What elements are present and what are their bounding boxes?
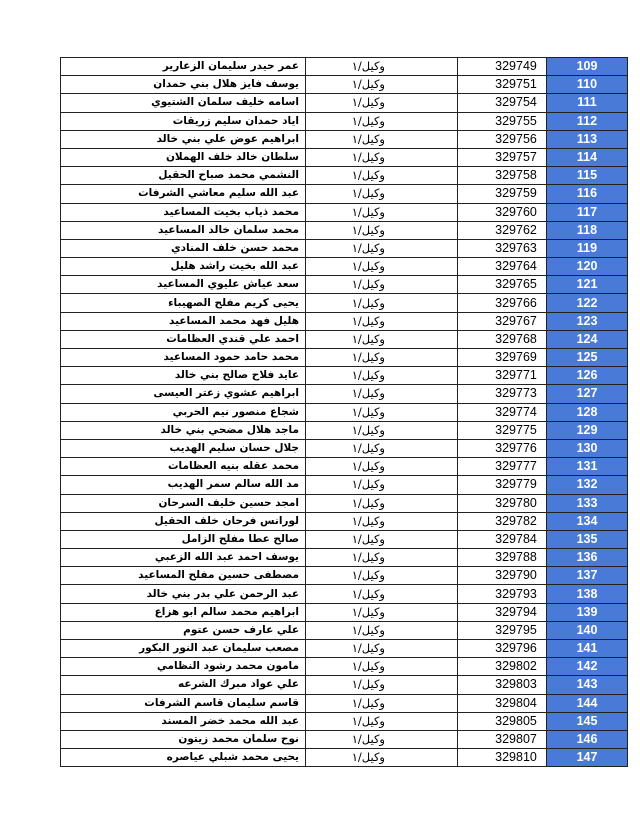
table-row [61, 403, 628, 421]
role-cell: وكيل/١ [306, 640, 458, 658]
table-row [61, 512, 628, 530]
role-cell: وكيل/١ [306, 221, 458, 239]
row-number-cell: 124 [547, 330, 628, 348]
employee-id-cell: 329763 [458, 239, 547, 257]
employee-id-cell: 329775 [458, 421, 547, 439]
person-name-cell: مامون محمد رشود النظامي [61, 658, 306, 676]
row-number-cell: 120 [547, 258, 628, 276]
employee-id-cell: 329768 [458, 330, 547, 348]
table-row [61, 312, 628, 330]
row-number-cell: 140 [547, 621, 628, 639]
person-name-cell: عبد الله سليم معاشي الشرفات [61, 185, 306, 203]
table-row [61, 749, 628, 767]
table-row [61, 658, 628, 676]
person-name-cell: مصطفى حسين مفلح المساعيد [61, 567, 306, 585]
employee-id-cell: 329790 [458, 567, 547, 585]
employee-id-cell: 329758 [458, 167, 547, 185]
role-cell: وكيل/١ [306, 512, 458, 530]
role-cell: وكيل/١ [306, 549, 458, 567]
employee-id-cell: 329765 [458, 276, 547, 294]
table-row [61, 585, 628, 603]
row-number-cell: 147 [547, 749, 628, 767]
table-row [61, 621, 628, 639]
role-cell: وكيل/١ [306, 330, 458, 348]
employee-id-cell: 329794 [458, 603, 547, 621]
employee-id-cell: 329767 [458, 312, 547, 330]
role-cell: وكيل/١ [306, 367, 458, 385]
role-cell: وكيل/١ [306, 312, 458, 330]
role-cell: وكيل/١ [306, 403, 458, 421]
row-number-cell: 146 [547, 730, 628, 748]
role-cell: وكيل/١ [306, 421, 458, 439]
employee-id-cell: 329769 [458, 349, 547, 367]
row-number-cell: 125 [547, 349, 628, 367]
row-number-cell: 144 [547, 694, 628, 712]
employee-id-cell: 329804 [458, 694, 547, 712]
employee-id-cell: 329774 [458, 403, 547, 421]
role-cell: وكيل/١ [306, 167, 458, 185]
employee-id-cell: 329766 [458, 294, 547, 312]
role-cell: وكيل/١ [306, 730, 458, 748]
table-row [61, 494, 628, 512]
employee-id-cell: 329788 [458, 549, 547, 567]
row-number-cell: 141 [547, 640, 628, 658]
role-cell: وكيل/١ [306, 130, 458, 148]
person-name-cell: علي عواد مبرك الشرعه [61, 676, 306, 694]
table-row [61, 112, 628, 130]
table-row [61, 276, 628, 294]
employee-id-cell: 329805 [458, 712, 547, 730]
role-cell: وكيل/١ [306, 76, 458, 94]
role-cell: وكيل/١ [306, 94, 458, 112]
role-cell: وكيل/١ [306, 294, 458, 312]
role-cell: وكيل/١ [306, 458, 458, 476]
table-row [61, 530, 628, 548]
person-name-cell: محمد ذياب بخيت المساعيد [61, 203, 306, 221]
role-cell: وكيل/١ [306, 148, 458, 166]
table-row [61, 603, 628, 621]
table-row [61, 258, 628, 276]
role-cell: وكيل/١ [306, 694, 458, 712]
employee-id-cell: 329755 [458, 112, 547, 130]
table-row [61, 694, 628, 712]
person-name-cell: محمد عقله بنيه العظامات [61, 458, 306, 476]
employee-id-cell: 329751 [458, 76, 547, 94]
person-name-cell: اسامه خليف سلمان الشتيوي [61, 94, 306, 112]
row-number-cell: 121 [547, 276, 628, 294]
row-number-cell: 118 [547, 221, 628, 239]
table-row [61, 167, 628, 185]
employee-id-cell: 329773 [458, 385, 547, 403]
role-cell: وكيل/١ [306, 676, 458, 694]
row-number-cell: 137 [547, 567, 628, 585]
row-number-cell: 135 [547, 530, 628, 548]
table-row [61, 676, 628, 694]
employee-id-cell: 329784 [458, 530, 547, 548]
person-name-cell: قاسم سليمان قاسم الشرفات [61, 694, 306, 712]
row-number-cell: 138 [547, 585, 628, 603]
employee-id-cell: 329796 [458, 640, 547, 658]
row-number-cell: 112 [547, 112, 628, 130]
role-cell: وكيل/١ [306, 530, 458, 548]
employee-id-cell: 329749 [458, 58, 547, 76]
role-cell: وكيل/١ [306, 439, 458, 457]
row-number-cell: 128 [547, 403, 628, 421]
person-name-cell: شجاع منصور نيم الحربي [61, 403, 306, 421]
row-number-cell: 109 [547, 58, 628, 76]
row-number-cell: 143 [547, 676, 628, 694]
person-name-cell: محمد حامد حمود المساعيد [61, 349, 306, 367]
row-number-cell: 139 [547, 603, 628, 621]
employee-id-cell: 329762 [458, 221, 547, 239]
employee-id-cell: 329779 [458, 476, 547, 494]
employee-id-cell: 329777 [458, 458, 547, 476]
role-cell: وكيل/١ [306, 185, 458, 203]
table-row [61, 640, 628, 658]
role-cell: وكيل/١ [306, 58, 458, 76]
table-row [61, 76, 628, 94]
table-row [61, 476, 628, 494]
role-cell: وكيل/١ [306, 658, 458, 676]
role-cell: وكيل/١ [306, 603, 458, 621]
role-cell: وكيل/١ [306, 349, 458, 367]
employee-id-cell: 329782 [458, 512, 547, 530]
employee-id-cell: 329764 [458, 258, 547, 276]
person-name-cell: عبد الله بخيت راشد هليل [61, 258, 306, 276]
person-name-cell: اياد حمدان سليم زريقات [61, 112, 306, 130]
role-cell: وكيل/١ [306, 621, 458, 639]
row-number-cell: 126 [547, 367, 628, 385]
table-row [61, 421, 628, 439]
employee-id-cell: 329793 [458, 585, 547, 603]
role-cell: وكيل/١ [306, 567, 458, 585]
person-name-cell: جلال حسان سليم الهديب [61, 439, 306, 457]
employee-id-cell: 329757 [458, 148, 547, 166]
person-name-cell: يوسف احمد عبد الله الزعبي [61, 549, 306, 567]
role-cell: وكيل/١ [306, 112, 458, 130]
role-cell: وكيل/١ [306, 585, 458, 603]
row-number-cell: 133 [547, 494, 628, 512]
role-cell: وكيل/١ [306, 476, 458, 494]
person-name-cell: عمر حيدر سليمان الزعارير [61, 58, 306, 76]
row-number-cell: 116 [547, 185, 628, 203]
employee-id-cell: 329802 [458, 658, 547, 676]
role-cell: وكيل/١ [306, 276, 458, 294]
table-row [61, 239, 628, 257]
person-name-cell: ماجد هلال مضحي بني خالد [61, 421, 306, 439]
roster-table [60, 57, 628, 767]
row-number-cell: 110 [547, 76, 628, 94]
person-name-cell: ابراهيم عشوي زعتر العيسى [61, 385, 306, 403]
person-name-cell: ابراهيم محمد سالم ابو هزاع [61, 603, 306, 621]
person-name-cell: ابراهيم عوض علي بني خالد [61, 130, 306, 148]
table-row [61, 567, 628, 585]
roster-sheet [60, 57, 628, 767]
role-cell: وكيل/١ [306, 712, 458, 730]
employee-id-cell: 329776 [458, 439, 547, 457]
employee-id-cell: 329795 [458, 621, 547, 639]
table-row [61, 439, 628, 457]
table-row [61, 349, 628, 367]
table-row [61, 185, 628, 203]
row-number-cell: 122 [547, 294, 628, 312]
row-number-cell: 113 [547, 130, 628, 148]
person-name-cell: مد الله سالم سمر الهديب [61, 476, 306, 494]
row-number-cell: 132 [547, 476, 628, 494]
role-cell: وكيل/١ [306, 749, 458, 767]
person-name-cell: عبد الرحمن علي بدر بني خالد [61, 585, 306, 603]
table-row [61, 385, 628, 403]
table-row [61, 203, 628, 221]
person-name-cell: هليل فهد محمد المساعيد [61, 312, 306, 330]
roster-table-body [61, 58, 628, 767]
person-name-cell: يحيى محمد شبلي عياصره [61, 749, 306, 767]
person-name-cell: النشمي محمد صباح الحقيل [61, 167, 306, 185]
person-name-cell: لورانس فرحان خلف الحقيل [61, 512, 306, 530]
employee-id-cell: 329754 [458, 94, 547, 112]
employee-id-cell: 329803 [458, 676, 547, 694]
table-row [61, 130, 628, 148]
employee-id-cell: 329756 [458, 130, 547, 148]
row-number-cell: 119 [547, 239, 628, 257]
table-row [61, 94, 628, 112]
employee-id-cell: 329771 [458, 367, 547, 385]
person-name-cell: عبد الله محمد خضر المسند [61, 712, 306, 730]
employee-id-cell: 329810 [458, 749, 547, 767]
role-cell: وكيل/١ [306, 239, 458, 257]
employee-id-cell: 329760 [458, 203, 547, 221]
person-name-cell: يحيى كريم مفلح الصهيباء [61, 294, 306, 312]
role-cell: وكيل/١ [306, 385, 458, 403]
row-number-cell: 136 [547, 549, 628, 567]
table-row [61, 549, 628, 567]
table-row [61, 458, 628, 476]
person-name-cell: سلطان خالد خلف الهملان [61, 148, 306, 166]
row-number-cell: 142 [547, 658, 628, 676]
person-name-cell: امجد حسين خليف السرحان [61, 494, 306, 512]
employee-id-cell: 329759 [458, 185, 547, 203]
row-number-cell: 134 [547, 512, 628, 530]
row-number-cell: 111 [547, 94, 628, 112]
employee-id-cell: 329807 [458, 730, 547, 748]
role-cell: وكيل/١ [306, 258, 458, 276]
row-number-cell: 115 [547, 167, 628, 185]
person-name-cell: احمد علي قندي العظامات [61, 330, 306, 348]
table-row [61, 330, 628, 348]
person-name-cell: مصعب سليمان عبد النور البكور [61, 640, 306, 658]
person-name-cell: يوسف فايز هلال بني حمدان [61, 76, 306, 94]
person-name-cell: محمد حسن خلف المنادي [61, 239, 306, 257]
person-name-cell: محمد سلمان خالد المساعيد [61, 221, 306, 239]
row-number-cell: 117 [547, 203, 628, 221]
person-name-cell: نوح سلمان محمد زيتون [61, 730, 306, 748]
row-number-cell: 114 [547, 148, 628, 166]
role-cell: وكيل/١ [306, 203, 458, 221]
row-number-cell: 123 [547, 312, 628, 330]
table-row [61, 730, 628, 748]
row-number-cell: 127 [547, 385, 628, 403]
person-name-cell: علي عارف حسن عتوم [61, 621, 306, 639]
person-name-cell: سعد عياش عليوي المساعيد [61, 276, 306, 294]
table-row [61, 58, 628, 76]
row-number-cell: 131 [547, 458, 628, 476]
role-cell: وكيل/١ [306, 494, 458, 512]
row-number-cell: 129 [547, 421, 628, 439]
employee-id-cell: 329780 [458, 494, 547, 512]
table-row [61, 294, 628, 312]
row-number-cell: 130 [547, 439, 628, 457]
person-name-cell: صالح عطا مفلح الزامل [61, 530, 306, 548]
row-number-cell: 145 [547, 712, 628, 730]
person-name-cell: عايد فلاح صالح بني خالد [61, 367, 306, 385]
table-row [61, 221, 628, 239]
table-row [61, 712, 628, 730]
table-row [61, 148, 628, 166]
table-row [61, 367, 628, 385]
